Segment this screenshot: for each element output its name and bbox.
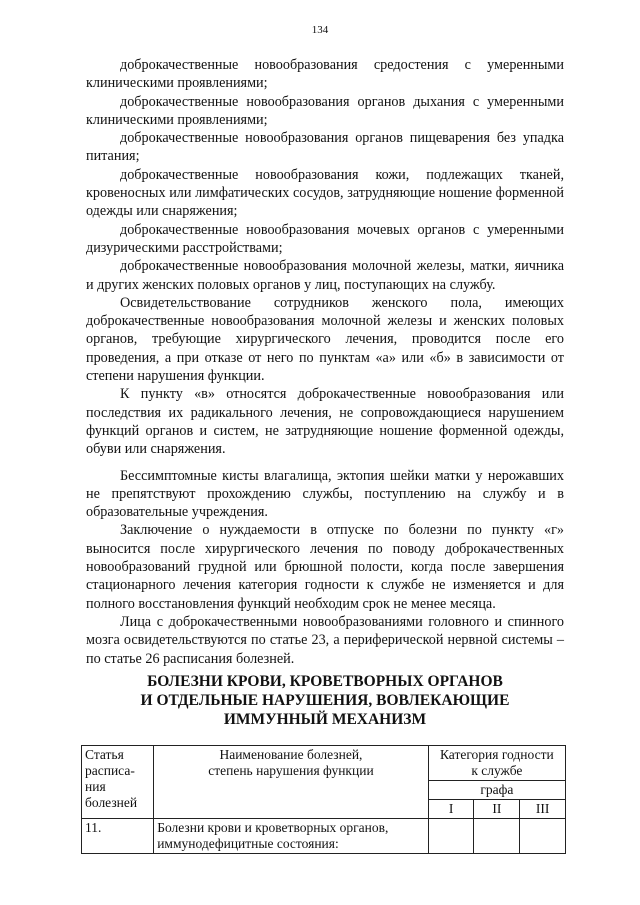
article-number-cell: 11.	[82, 819, 154, 854]
header-category-cell	[428, 746, 565, 781]
disease-table	[81, 745, 566, 854]
paragraph-leave-conclusion: Заключение о нуждаемости в отпуске по болезни по пункту «г» выносится после хирургического лечения по поводу доброкачественных новообразований грудной или брюшной полости, когда после завершения стационарного лечения категория годности к службе не изменяется и для полного восстановления функций необходим срок не менее месяца.	[86, 522, 564, 612]
header-name-line: Наименование болезней,	[219, 747, 363, 762]
column-ii-header: II	[474, 800, 520, 819]
category-cell	[520, 819, 566, 854]
table-header-row	[82, 746, 566, 781]
body-text	[86, 56, 564, 668]
table-row	[82, 819, 566, 854]
paragraph-brain-spinal: Лица с доброкачественными новообразованиями головного и спинного мозга освидетельствуются по статье 23, а периферической нервной системы – по статье 26 расписания болезней.	[86, 613, 564, 667]
section-heading-line: ИММУННЫЙ МЕХАНИЗМ	[223, 711, 427, 728]
category-cell	[428, 819, 474, 854]
paragraph-urinary: доброкачественные новообразования мочевых органов с умеренными дизурическими расстройствами;	[86, 221, 564, 256]
paragraph-female-examination: Освидетельствование сотрудников женского пола, имеющих доброкачественные новообразования молочной железы и женских половых органов, требующие хирургического лечения, проводится после его проведения, а при отказе от него по пунктам «а» или «б» в зависимости от степени нарушения функции.	[86, 294, 564, 385]
paragraph-female-organs: доброкачественные новообразования молочной железы, матки, яичника и других женских половых органов у лиц, поступающих на службу.	[86, 258, 564, 293]
header-name-line: степень нарушения функции	[208, 763, 374, 778]
column-iii-header: III	[520, 800, 566, 819]
section-heading-line: И ОТДЕЛЬНЫЕ НАРУШЕНИЯ, ВОВЛЕКАЮЩИЕ	[140, 692, 510, 709]
paragraph-respiratory: доброкачественные новообразования органов дыхания с умеренными клиническими проявлениями;	[86, 93, 564, 128]
header-category-line: к службе	[471, 763, 523, 778]
section-heading-line: БОЛЕЗНИ КРОВИ, КРОВЕТВОРНЫХ ОРГАНОВ	[147, 673, 503, 690]
section-heading	[86, 672, 564, 729]
header-name-cell	[154, 746, 429, 819]
header-column-cell: графа	[428, 781, 565, 800]
page-number: 134	[311, 24, 329, 36]
paragraph-skin: доброкачественные новообразования кожи, подлежащих тканей, кровеносных или лимфатических сосудов, затрудняющие ношение форменной одежды или снаряжения;	[86, 166, 564, 220]
category-cell	[474, 819, 520, 854]
disease-name-cell: Болезни крови и кроветворных органов, иммунодефицитные состояния:	[154, 819, 429, 854]
paragraph-cysts: Бессимптомные кисты влагалища, эктопия шейки матки у нерожавших не препятствуют прохождению службы, поступлению на службу и в образовательные учреждения.	[86, 467, 564, 521]
header-article-cell: Статья расписа-ния болезней	[82, 746, 154, 819]
column-i-header: I	[428, 800, 474, 819]
paragraph-point-v: К пункту «в» относятся доброкачественные новообразования или последствия их радикального лечения, не сопровождающиеся нарушением функций органов и систем, не затрудняющие ношение форменной одежды, обуви или снаряжения.	[86, 386, 564, 458]
paragraph-mediastinum: доброкачественные новообразования средостения с умеренными клиническими проявлениями;	[86, 57, 564, 92]
paragraph-digestive: доброкачественные новообразования органов пищеварения без упадка питания;	[86, 130, 564, 165]
header-category-line: Категория годности	[439, 747, 554, 762]
